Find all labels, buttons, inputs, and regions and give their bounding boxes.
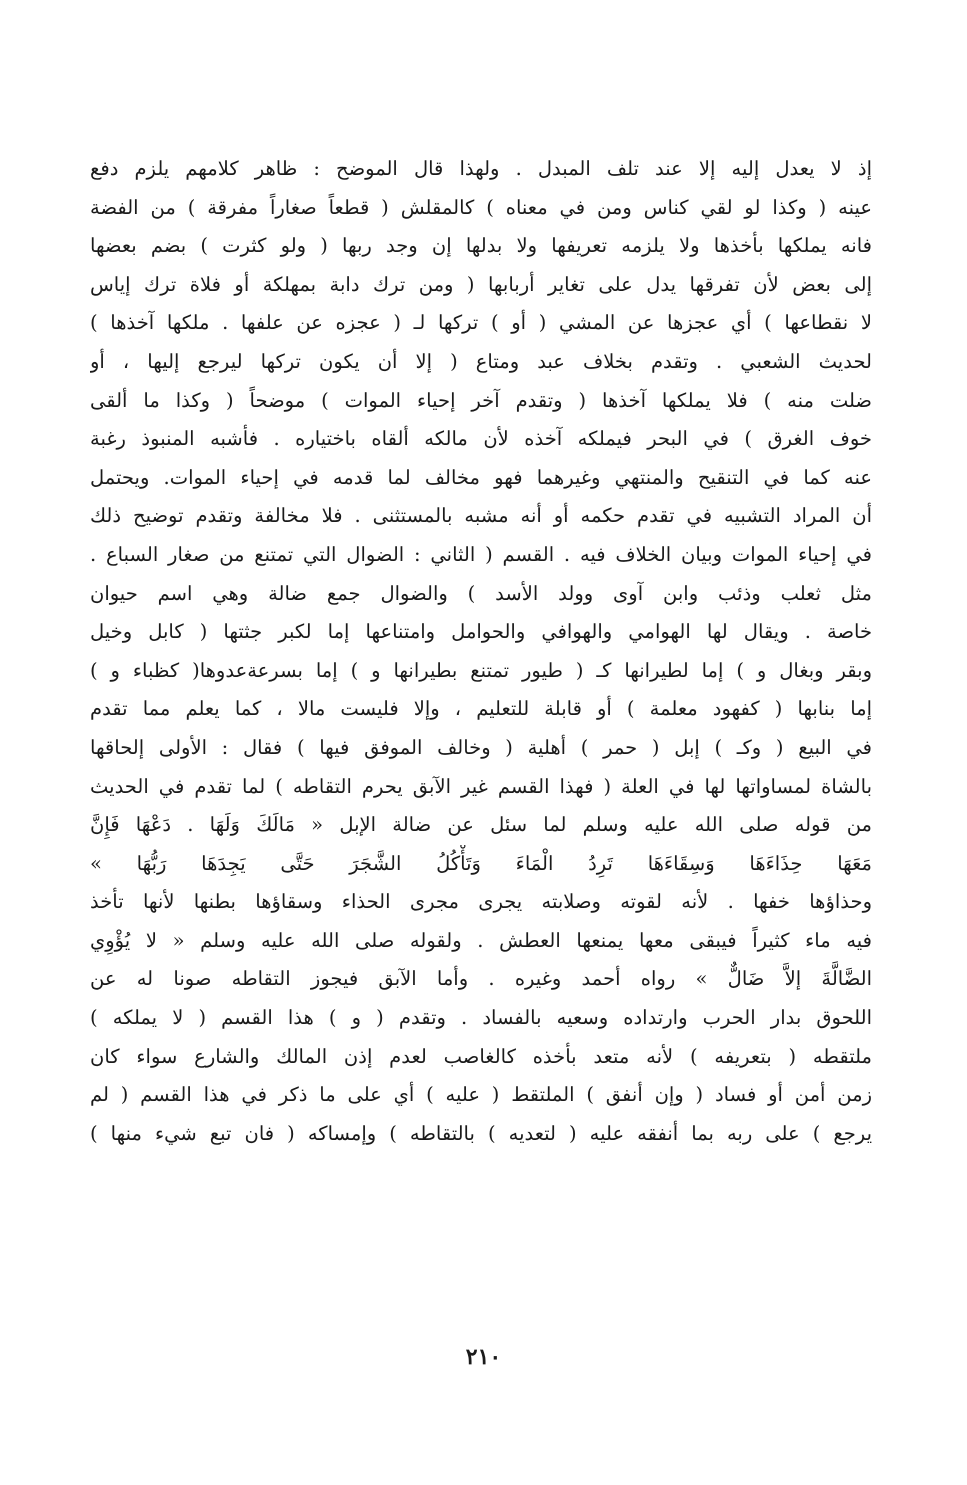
text-line: إلى بعض لأن تفرقها يدل على تغاير أربابها ( ومن ترك دابة بمهلكة أو فلاة ترك إياس (90, 272, 872, 296)
text-line: خاصة . ويقال لها الهوامي والهوافي والحوامل وامتناعها إما لكبر جثتها ( كابل وخيل (90, 620, 872, 644)
hadith-quote-line: من قوله صلى الله عليه وسلم لما سئل عن ضالة الإبل « مَالَكَ وَلَهَا . دَعْهَا فَإِنَّ (90, 813, 872, 837)
text-line: مثل ثعلب وذئب وابن آوى وولد الأسد ) والضوال جمع ضالة وهي اسم حيوان (90, 581, 872, 605)
hadith-quote-line: مَعَهَا حِذَاءَهَا وَسِقَاءَهَا تَرِدُ الْمَاءَ وَتَأْكُلُ الشَّجَرَ حَتَّى يَجِدَهَا رَبُّهَا » (90, 851, 872, 875)
text-line: في إحياء الموات وبيان الخلاف فيه . القسم ( الثاني : الضوال التي تمتنع من صغار السباع . (90, 542, 872, 566)
body-text (90, 150, 872, 1153)
text-line: فيه ماء كثيراً فيبقى معها يمنعها العطش . ولقوله صلى الله عليه وسلم « لا يُؤْوِي (90, 928, 872, 952)
page-number: ٢١٠ (465, 1344, 502, 1370)
text-line: لا نقطاعها ) أي عجزها عن المشي ( أو ) تركها لـ ( عجزه عن علفها . ملكها آخذها ) (90, 311, 872, 335)
hadith-quote-line: الضَّالَّةَ إلاَّ ضَالٌّ » رواه أحمد وغيره . وأما الآبق فيجوز التقاطه صونا له عن (90, 967, 872, 991)
text-line: خوف الغرق ) في البحر فيملكه آخذه لأن مالكه ألقاه باختياره . فأشبه المنبوذ رغبة (90, 427, 872, 451)
text-line: إذ لا يعدل إليه إلا عند تلف المبدل . ولهذا قال الموضح : ظاهر كلامهم يلزم دفع (90, 157, 872, 180)
text-line: زمن أمن أو فساد ( وإن أنفق ) الملتقط ( عليه ) أي على ما ذكر في هذا القسم ( لم (90, 1083, 872, 1107)
text-line: فانه يملكها بأخذها ولا يلزمه تعريفها ولا بدلها إن وجد ربها ( ولو كثرت ) بضم بعضها (90, 234, 872, 258)
text-line: عينه ( وكذا لو لقي كناس ومن في معناه ) كالمقلش ( قطعاً صغاراً مفرقة ) من الفضة (90, 195, 872, 219)
text-line: ملتقطه ( بتعريفه ) لأنه متعد بأخذه كالغاصب لعدم إذن المالك والشارع سواء كان (90, 1044, 872, 1068)
text-line: يرجع ) على ربه بما أنفقه عليه ( لتعديه ) بالتقاطه ) وإمساكه ( فان تبع شيء منها ) (90, 1121, 872, 1145)
text-line: أن المراد التشبيه في تقدم حكمه أو أنه مشبه بالمستثنى . فلا مخالفة وتقدم توضيح ذلك (90, 504, 872, 528)
text-line: وحذاؤها خفها . لأنه لقوته وصلابته يجرى مجرى الحذاء وسقاؤها بطنها لأنها تأخذ (90, 890, 872, 914)
text-line: إما بنابها ( كفهود معلمة ) أو قابلة للتعليم ، وإلا فليست مالا ، كما يعلم مما تقدم (90, 697, 872, 721)
text-line: بالشاة لمساواتها لها في العلة ( فهذا القسم غير الآبق يحرم التقاطه ) لما تقدم في الحديث (90, 774, 872, 798)
text-line: وبقر وبغال و ) إما لطيرانها كـ ( طيور تمتنع بطيرانها و ) إما بسرعةعدوها( كظباء و ) (90, 658, 872, 682)
text-line: عنه كما في التنقيح والمنتهي وغيرهما فهو مخالف لما قدمه في إحياء الموات. ويحتمل (90, 465, 872, 489)
text-line: لحديث الشعبي . وتقدم بخلاف عبد ومتاع ( إلا أن يكون تركها ليرجع إليها ، أو (90, 349, 872, 373)
text-line: في البيع ( وكـ ) إبل ( حمر ) أهلية ( وخالف الموفق فيها ) فقال : الأولى إلحاقها (90, 735, 872, 759)
text-line: ضلت منه ) فلا يملكها آخذها ( وتقدم آخر إحياء الموات ) موضحاً ( وكذا ما ألقى (90, 388, 872, 412)
text-line: اللحوق بدار الحرب وارتداده وسعيه بالفساد . وتقدم ( و ) هذا القسم ( لا يملكه ) (90, 1006, 872, 1030)
